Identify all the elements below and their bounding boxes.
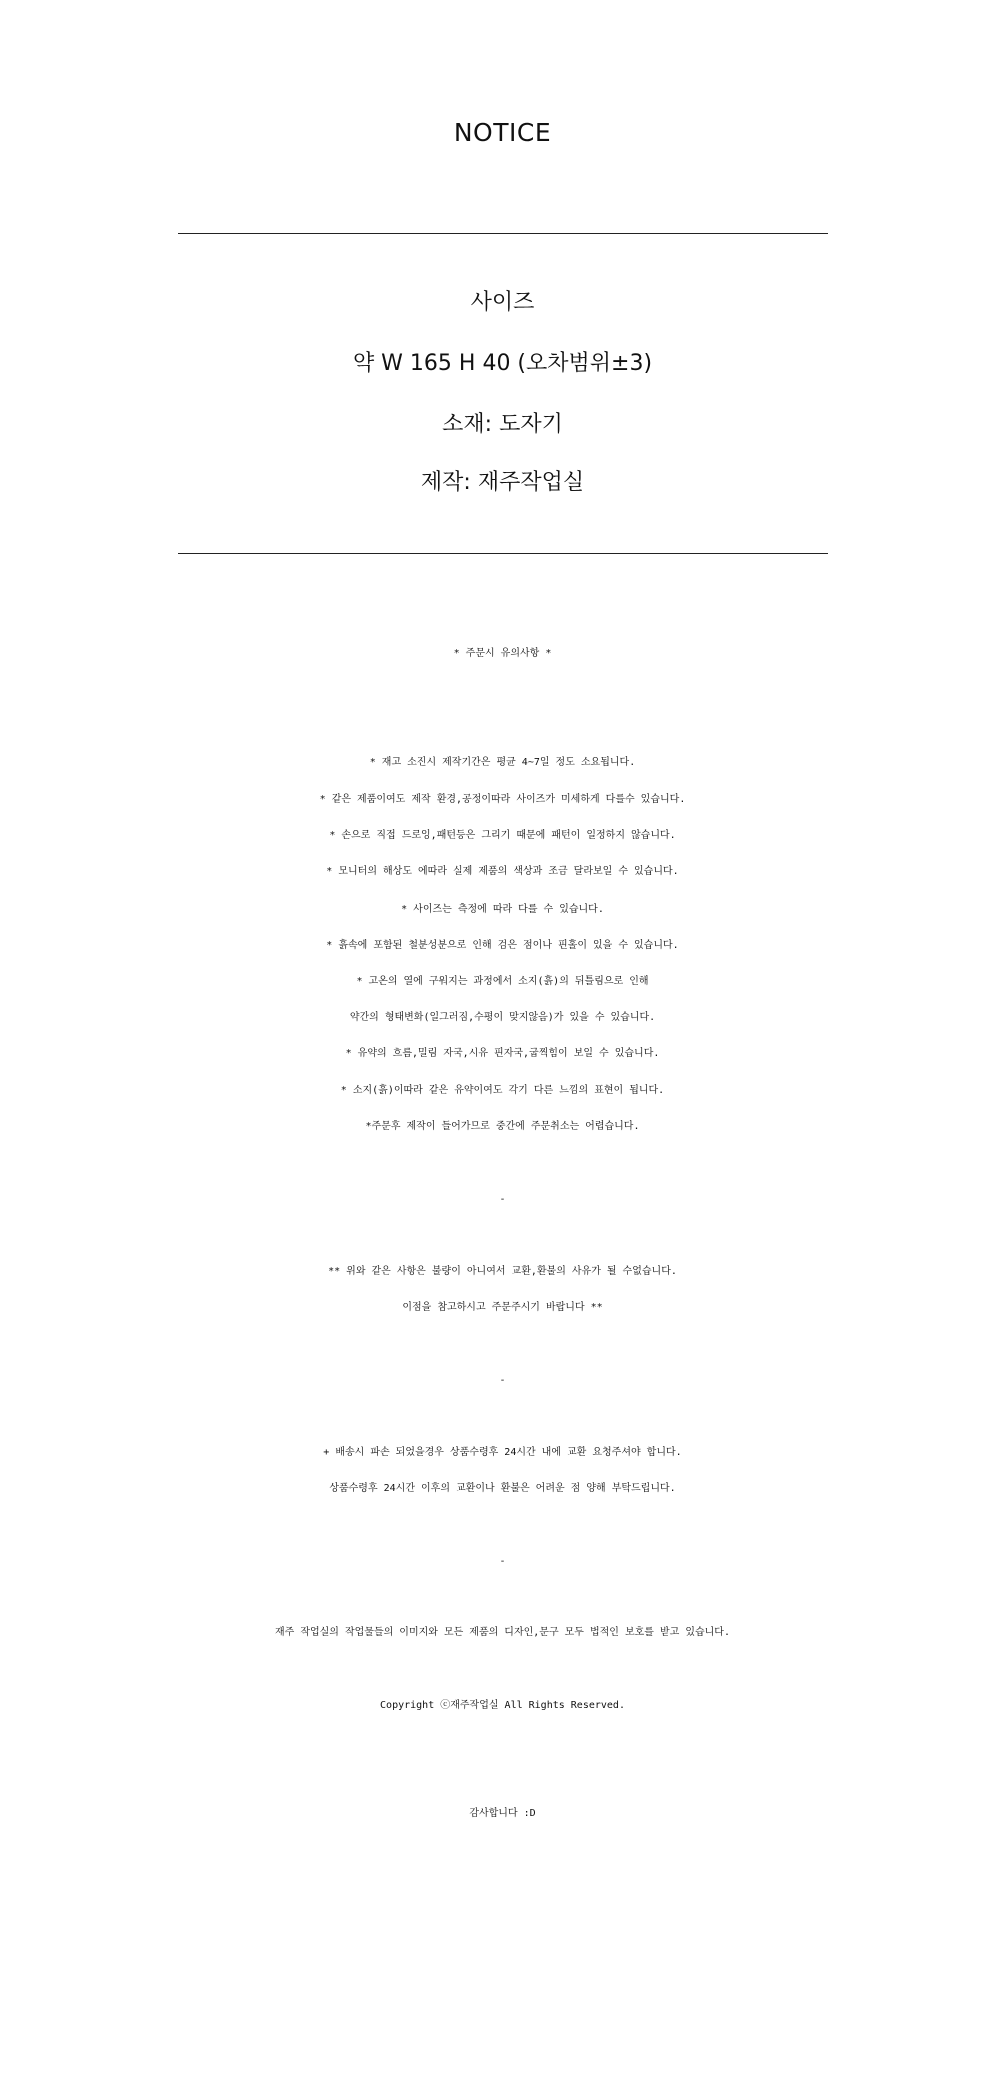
- size-label: 사이즈: [470, 290, 535, 315]
- thanks-message: 감사합니다 :D: [469, 1808, 536, 1819]
- order-note-item: * 소지(흙)이따라 같은 유약이여도 각기 다른 느낌의 표현이 됩니다.: [340, 1085, 665, 1096]
- section-separator: -: [499, 1194, 506, 1205]
- order-note-item: * 손으로 직접 드로잉,패턴등은 그리기 때문에 패턴이 일정하지 않습니다.: [329, 830, 676, 841]
- section-separator: -: [499, 1556, 506, 1567]
- order-note-item: * 모니터의 해상도 에따라 실제 제품의 색상과 조금 달라보일 수 있습니다.: [326, 866, 679, 877]
- material-text: 소재: 도자기: [442, 412, 563, 437]
- copyright-line: Copyright ⓒ재주작업실 All Rights Reserved.: [380, 1700, 625, 1711]
- order-note-item: 약간의 형태변화(일그러짐,수평이 맞지않음)가 있을 수 있습니다.: [349, 1012, 656, 1023]
- size-value: 약 W 165 H 40 (오차범위±3): [352, 351, 653, 376]
- copyright-notice: 재주 작업실의 작업물들의 이미지와 모든 제품의 디자인,문구 모두 법적인 보호를 받고 있습니다.: [274, 1627, 730, 1638]
- order-note-item: * 사이즈는 측정에 따라 다를 수 있습니다.: [401, 904, 604, 915]
- order-note-item: *주문후 제작이 들어가므로 중간에 주문취소는 어렵습니다.: [365, 1121, 640, 1132]
- maker-text: 제작: 재주작업실: [420, 470, 585, 495]
- order-note-item: * 재고 소진시 제작기간은 평균 4~7일 정도 소요됩니다.: [369, 757, 636, 768]
- warning-line: 이점을 참고하시고 주문주시기 바랍니다 **: [402, 1302, 603, 1313]
- delivery-line: + 배송시 파손 되었을경우 상품수령후 24시간 내에 교환 요청주셔야 합니다.: [323, 1447, 682, 1458]
- top-divider: [178, 233, 828, 234]
- order-note-item: * 유약의 흐름,밀림 자국,시유 핀자국,굽찍힘이 보일 수 있습니다.: [345, 1048, 660, 1059]
- notice-title: NOTICE: [453, 118, 552, 147]
- bottom-divider: [178, 553, 828, 554]
- section-separator: -: [499, 1375, 506, 1386]
- order-note-item: * 같은 제품이여도 제작 환경,공정이따라 사이즈가 미세하게 다를수 있습니다.: [319, 794, 686, 805]
- order-notes-heading: * 주문시 유의사항 *: [453, 648, 552, 659]
- delivery-line: 상품수령후 24시간 이후의 교환이나 환불은 어려운 점 양해 부탁드립니다.: [329, 1483, 676, 1494]
- warning-line: ** 위와 같은 사항은 불량이 아니여서 교환,환불의 사유가 될 수없습니다.: [328, 1266, 677, 1277]
- order-note-item: * 고온의 열에 구워지는 과정에서 소지(흙)의 뒤틀림으로 인해: [356, 976, 649, 987]
- order-note-item: * 흙속에 포함된 철분성분으로 인해 검은 점이나 핀홀이 있을 수 있습니다.: [326, 940, 679, 951]
